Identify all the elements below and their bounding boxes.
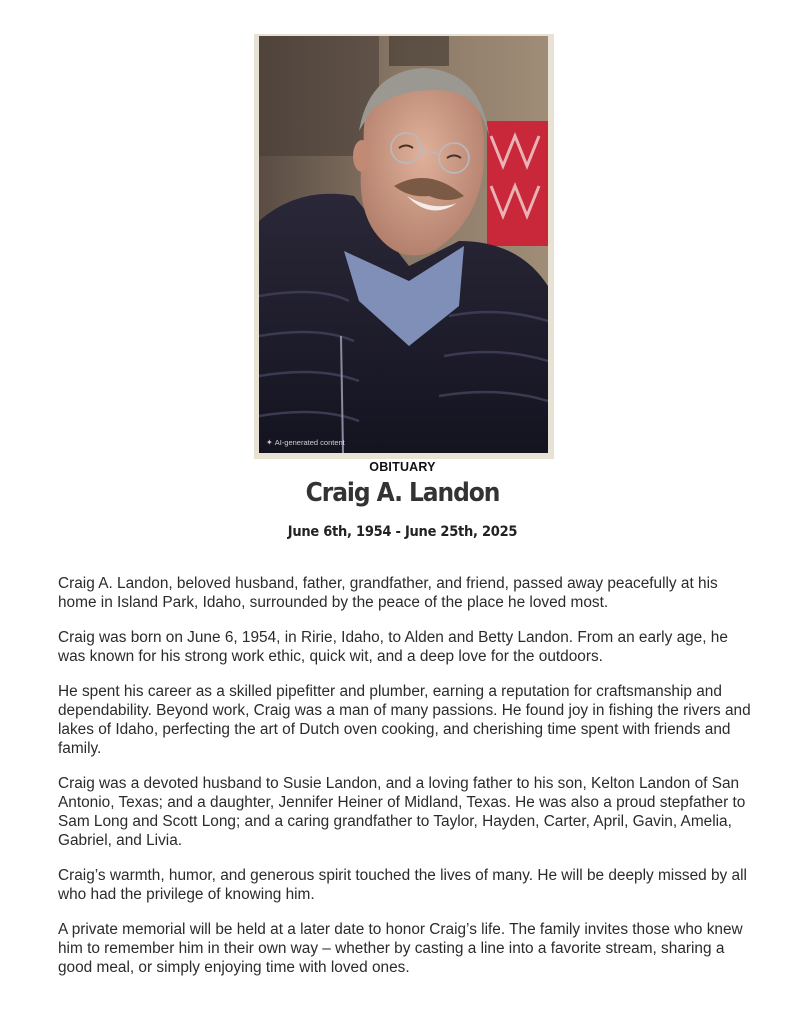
- portrait-photo: [259, 36, 548, 453]
- ai-generated-badge: [266, 438, 345, 447]
- obituary-body: [58, 574, 758, 993]
- red-banner: [487, 121, 548, 246]
- life-dates: June 6th, 1954 - June 25th, 2025: [287, 524, 518, 540]
- portrait-frame: [254, 34, 554, 459]
- section-eyebrow: OBITUARY: [369, 460, 436, 474]
- paragraph-legacy: Craig’s warmth, humor, and generous spirit touched the lives of many. He will be deeply missed by all who had the privilege of knowing him.: [58, 867, 747, 903]
- paragraph-intro: Craig A. Landon, beloved husband, father, grandfather, and friend, passed away peacefully at his home in Island Park, Idaho, surrounded by the peace of the place he loved most.: [58, 575, 718, 611]
- deceased-name: Craig A. Landon: [305, 478, 500, 508]
- sparkle-icon: ✦: [266, 438, 273, 447]
- ai-generated-label: AI-generated content: [274, 438, 345, 447]
- portrait-illustration: [259, 36, 548, 453]
- paragraph-birth: Craig was born on June 6, 1954, in Ririe, Idaho, to Alden and Betty Landon. From an early age, he was known for his strong work ethic, quick wit, and a deep love for the outdoors.: [58, 629, 728, 665]
- paragraph-family: Craig was a devoted husband to Susie Landon, and a loving father to his son, Kelton Landon of San Antonio, Texas; and a daughter, Jennifer Heiner of Midland, Texas. He was also a proud stepfather to Sam Long and Scott Long; and a caring grandfather to Taylor, Hayden, Carter, April, Gavin, Amelia, Gabriel, and Livia.: [58, 775, 746, 849]
- paragraph-career: He spent his career as a skilled pipefitter and plumber, earning a reputation for craftsmanship and dependability. Beyond work, Craig was a man of many passions. He found joy in fishing the rivers and lakes of Idaho, perfecting the art of Dutch oven cooking, and cherishing time spent with friends and family.: [58, 683, 751, 757]
- paragraph-memorial: A private memorial will be held at a later date to honor Craig’s life. The family invites those who knew him to remember him in their own way – whether by casting a line into a favorite stream, sharing a good meal, or simply enjoying time with loved ones.: [58, 921, 743, 976]
